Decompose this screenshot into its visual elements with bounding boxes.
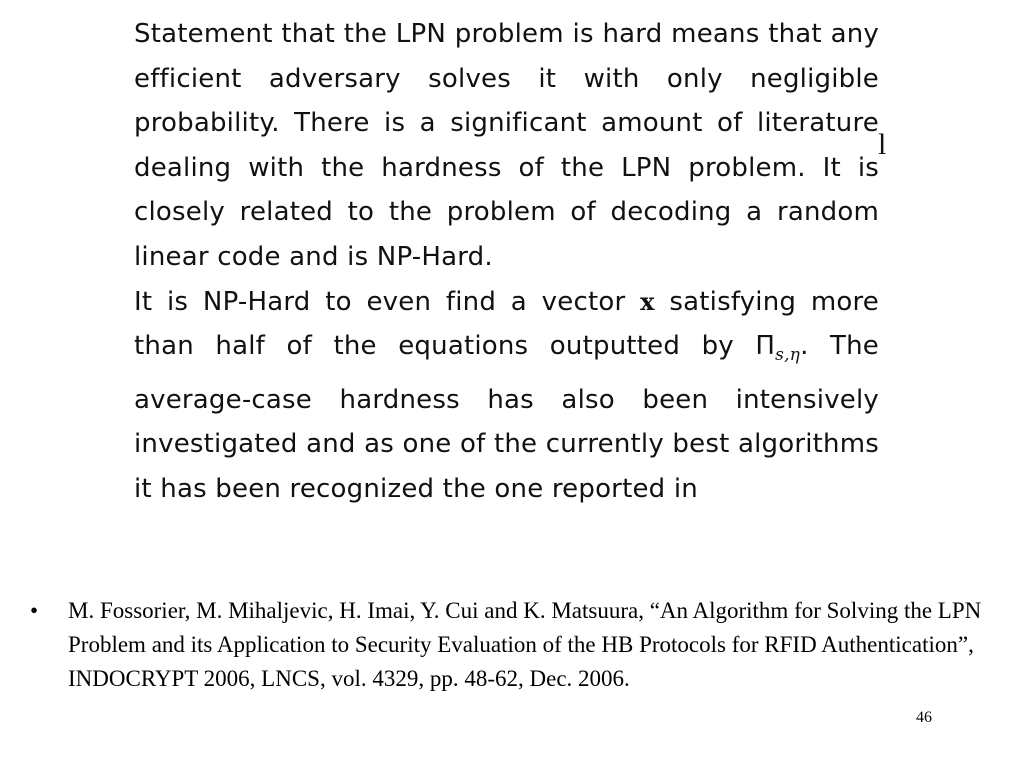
paragraph-np-hard-part1: It is NP-Hard to even find a vector	[134, 286, 641, 317]
paragraph-lpn-hardness: Statement that the LPN problem is hard means that any efficient adversary solves it with only negligible probability. There is a significant amount of literature dealing with the hardness of the LPN problem. It is closely related to the problem of decoding a random linear code and is NP-Hard.	[134, 19, 879, 272]
math-pi-subscript: s,η	[775, 345, 801, 366]
paragraph-np-hard-part2: satisfying more than half of the equations outputted by	[134, 286, 880, 362]
main-text-block	[134, 12, 879, 512]
paragraph-np-hard	[134, 280, 879, 512]
page-number: 46	[916, 709, 932, 726]
reference-citation: M. Fossorier, M. Mihaljevic, H. Imai, Y. Cui and K. Matsuura, “An Algorithm for Solving the LPN Problem and its Application to Security Evaluation of the HB Protocols for RFID Authentication”, INDOCRYPT 2006, LNCS, vol. 4329, pp. 48-62, Dec. 2006.	[68, 598, 982, 691]
math-vector-x: x	[640, 286, 655, 316]
paragraph-np-hard-part3: . The average-case hardness has also been intensively investigated and as one of the currently best algorithms it has been recognized the one reported in	[134, 331, 879, 504]
bullet-icon: •	[30, 598, 39, 623]
stray-mark: l	[878, 128, 887, 161]
math-pi-symbol: Π	[755, 331, 776, 362]
reference-item	[30, 594, 990, 696]
